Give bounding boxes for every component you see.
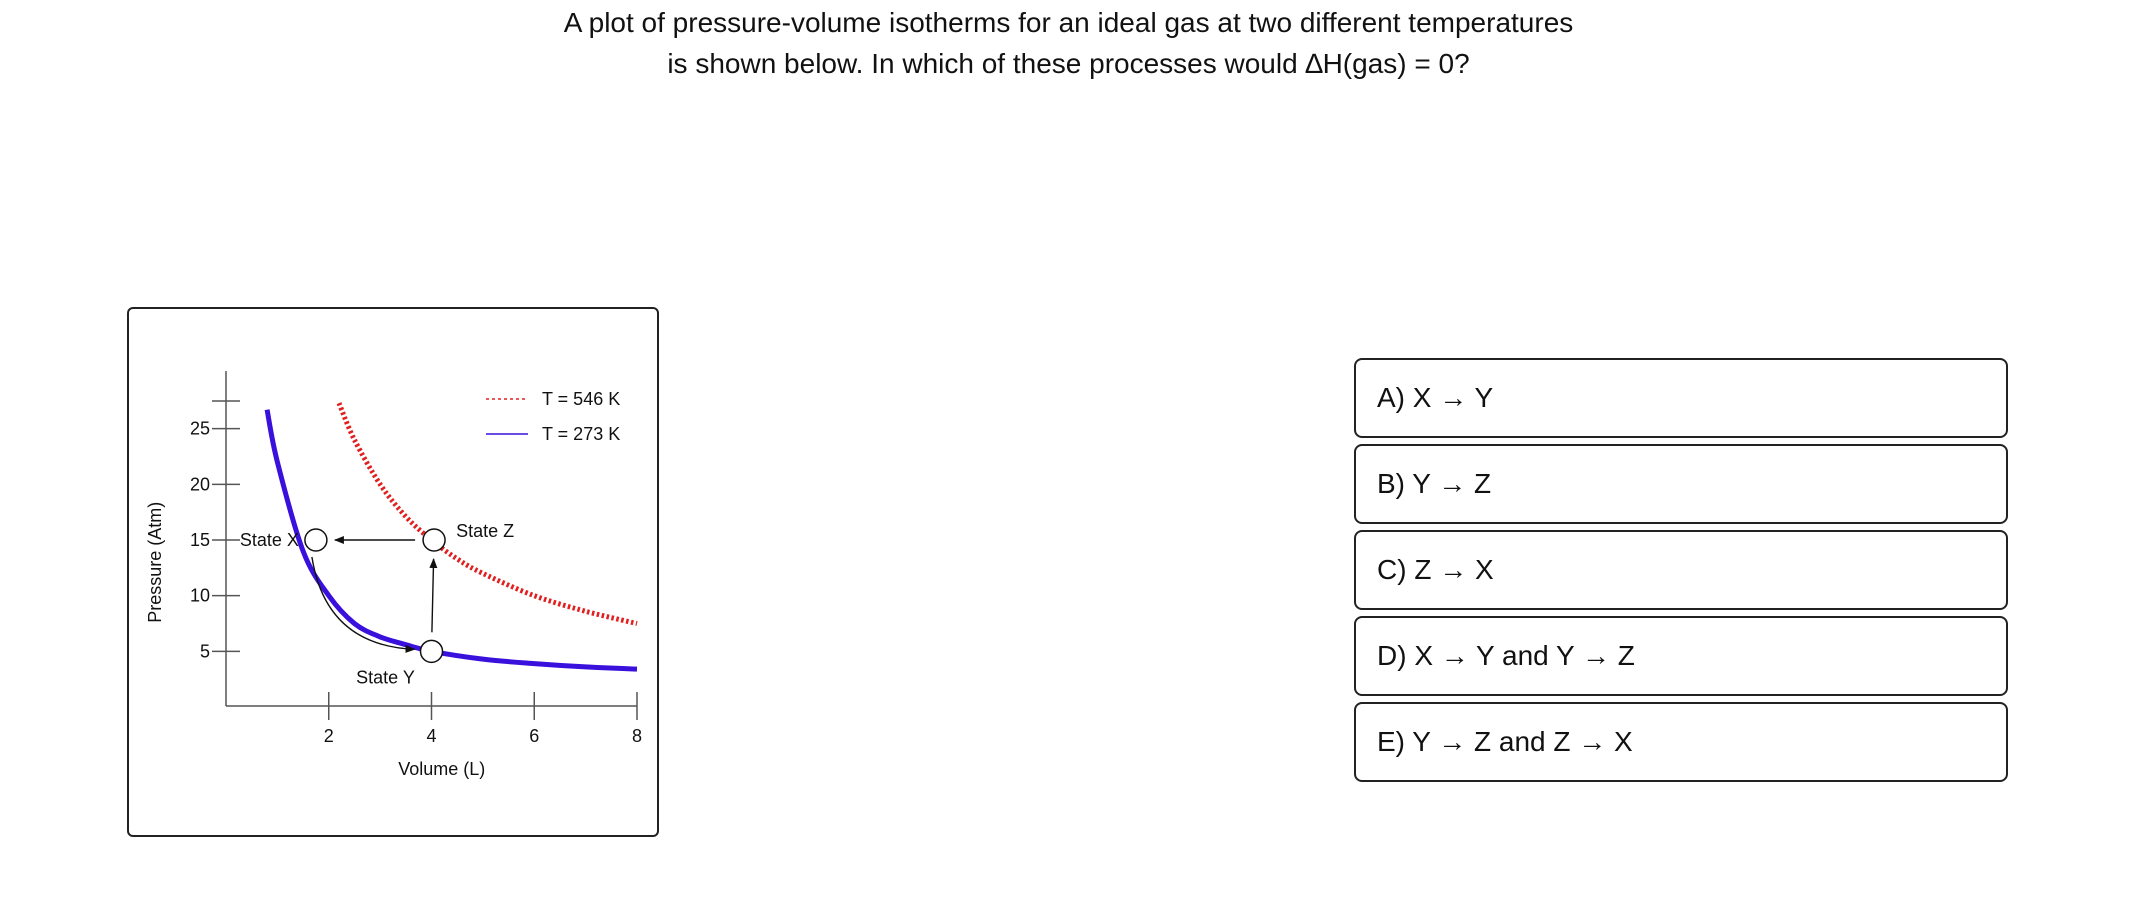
x-tick-label-6: 6 [529,726,540,746]
option-d[interactable] [1354,616,2008,696]
state-y-marker [421,640,443,662]
x-tick-label-8: 8 [631,726,643,746]
question-line-2: is shown below. In which of these processes would ∆H(gas) = 0? [667,48,1470,79]
state-z-marker [423,529,445,551]
chart-card [127,307,659,837]
arrow-y-to-z [432,559,434,632]
option-c[interactable] [1354,530,2008,610]
option-e[interactable] [1354,702,2008,782]
question-line-1: A plot of pressure-volume isotherms for an ideal gas at two different temperatures [563,7,1574,38]
y-tick-label-15: 15 [189,530,210,550]
y-tick-label-5: 5 [199,641,210,662]
y-tick-label-20: 20 [189,474,210,495]
arrow-x-to-y [312,557,415,649]
state-y-label: State Y [356,667,415,688]
option-c-label: C) Z → X [1377,554,1494,585]
pv-isotherm-chart [129,309,657,835]
option-e-label: E) Y → Z and Z → X [1377,726,1633,757]
option-b[interactable] [1354,444,2008,524]
y-axis-label: Pressure (Atm) [145,501,165,623]
answer-options [1354,358,2008,788]
state-x-marker [305,529,327,551]
x-tick-label-2: 2 [323,726,334,746]
state-z-label: State Z [456,521,515,541]
legend-label-hot: T = 546 K [542,389,621,409]
option-a-label: A) X → Y [1377,382,1494,413]
state-x-label: State X [239,530,299,550]
option-d-label: D) X → Y and Y → Z [1377,640,1635,671]
question-text [0,2,2137,84]
option-a[interactable] [1354,358,2008,438]
y-tick-label-25: 25 [189,418,210,439]
x-tick-label-4: 4 [426,726,437,746]
y-tick-label-10: 10 [189,585,210,606]
x-axis-label: Volume (L) [398,759,486,779]
option-b-label: B) Y → Z [1377,468,1492,499]
legend-label-cold: T = 273 K [542,424,621,444]
